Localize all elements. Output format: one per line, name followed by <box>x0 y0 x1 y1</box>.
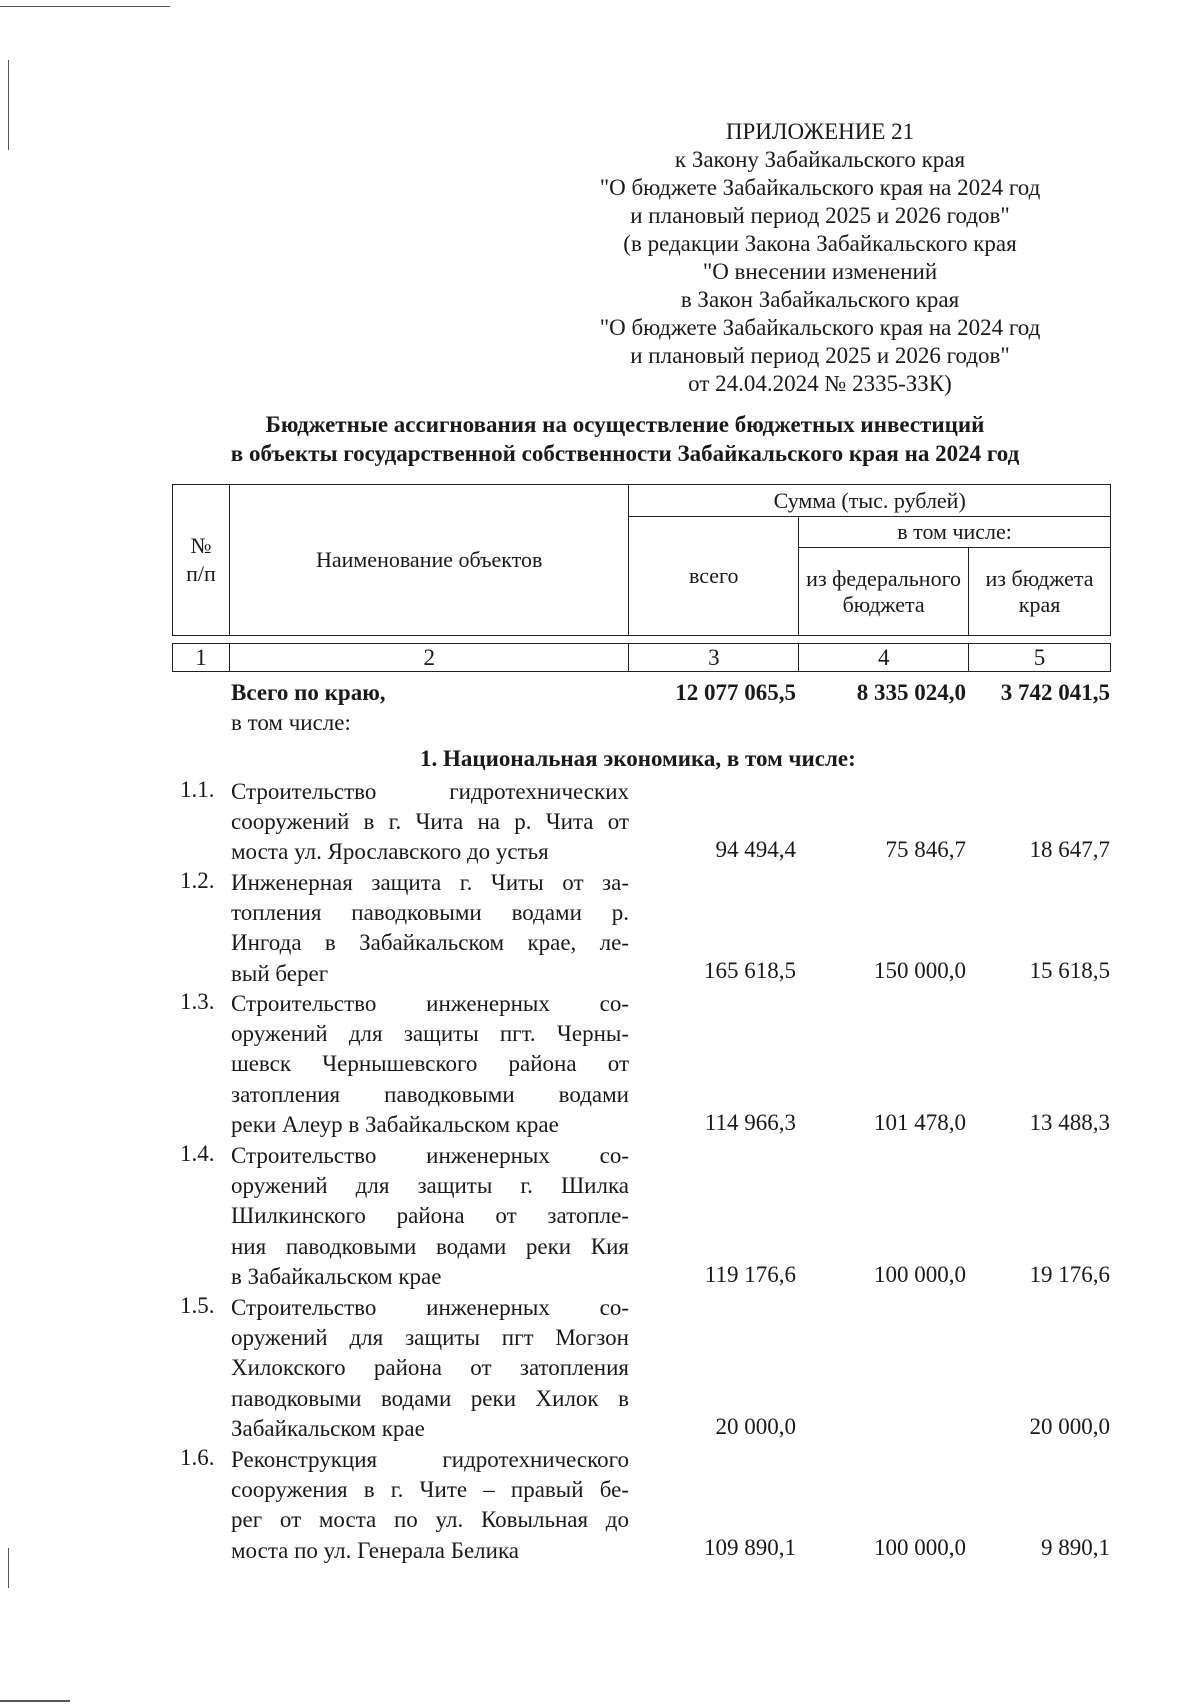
row-index: 1.1. <box>180 777 215 802</box>
row-total: 109 890,1 <box>704 1535 796 1560</box>
row-description-line: сооружения в г. Чите – правый бе- <box>231 1477 629 1503</box>
title-line-2: в объекты государственной собственности Забайкальского края на 2024 год <box>230 441 1020 466</box>
document-title <box>150 410 1100 468</box>
row-total: 94 494,4 <box>715 837 796 862</box>
totals-including: в том числе: <box>231 710 351 735</box>
row-regional: 20 000,0 <box>1029 1414 1110 1439</box>
row-description-line: Строительство инженерных со- <box>231 991 629 1016</box>
row-description <box>231 777 629 868</box>
appendix-line: в Закон Забайкальского края <box>680 287 960 312</box>
row-description-line: ния паводковыми водами реки Кия <box>231 1233 629 1259</box>
appendix-line: (в редакции Закона Забайкальского края <box>623 231 1017 256</box>
row-description-line: Инженерная защита г. Читы от за- <box>231 870 629 895</box>
row-total: 165 618,5 <box>704 958 796 983</box>
row-description-line: Строительство инженерных со- <box>231 1295 629 1320</box>
row-description-line: моста ул. Ярославского до устья <box>231 839 549 865</box>
header-col-sum: Сумма (тыс. рублей) <box>629 485 1111 517</box>
column-number-row <box>172 643 1111 672</box>
row-index: 1.6. <box>180 1445 215 1470</box>
row-federal: 75 846,7 <box>885 837 966 862</box>
row-regional: 19 176,6 <box>1029 1262 1110 1287</box>
header-col-federal: из федерального бюджета <box>799 548 969 636</box>
row-description-line: реки Алеур в Забайкальском крае <box>231 1111 559 1137</box>
column-number: 2 <box>229 644 629 672</box>
row-regional: 18 647,7 <box>1029 837 1110 862</box>
row-description-line: оружений для защиты пгт. Черны- <box>231 1021 629 1047</box>
row-description <box>231 868 629 989</box>
row-regional: 15 618,5 <box>1029 958 1110 983</box>
row-total: 114 966,3 <box>704 1110 796 1135</box>
row-description-line: Шилкинского района от затопле- <box>231 1203 629 1229</box>
row-description-line: Забайкальском крае <box>231 1415 425 1441</box>
row-regional: 9 890,1 <box>1041 1535 1110 1560</box>
scan-edge-mark <box>0 1700 70 1702</box>
row-index: 1.4. <box>180 1141 215 1166</box>
row-description <box>231 1445 629 1566</box>
row-description-line: Реконструкция гидротехнического <box>231 1447 629 1472</box>
appendix-line: "О бюджете Забайкальского края на 2024 год <box>599 315 1041 340</box>
section-heading: 1. Национальная экономика, в том числе: <box>420 746 856 771</box>
appendix-line: и плановый период 2025 и 2026 годов" <box>630 203 1010 228</box>
scan-edge-mark <box>8 1548 9 1588</box>
row-description-line: оружений для защиты пгт Могзон <box>231 1325 629 1351</box>
row-description-line: рег от моста по ул. Ковыльная до <box>231 1507 629 1533</box>
scan-edge-mark <box>8 60 9 150</box>
totals-label: Всего по краю, <box>231 680 386 705</box>
row-index: 1.2. <box>180 868 215 893</box>
title-line-1: Бюджетные ассигнования на осуществление бюджетных инвестиций <box>265 412 985 437</box>
table-header <box>172 484 1111 636</box>
row-description-line: Хилокского района от затопления <box>231 1355 629 1381</box>
row-description-line: топления паводковыми водами р. <box>231 900 629 926</box>
row-federal: 100 000,0 <box>874 1535 966 1560</box>
row-description-line: Строительство инженерных со- <box>231 1143 629 1168</box>
appendix-header <box>560 118 1080 398</box>
column-number: 4 <box>799 644 969 672</box>
row-description-line: вый берег <box>231 960 329 986</box>
appendix-line: "О внесении изменений <box>702 259 938 284</box>
appendix-line: "О бюджете Забайкальского края на 2024 год <box>599 175 1041 200</box>
header-col-total: всего <box>629 517 799 636</box>
row-federal: 101 478,0 <box>874 1110 966 1135</box>
row-description-line: затопления паводковыми водами <box>231 1081 629 1107</box>
column-number: 1 <box>173 644 230 672</box>
row-description-line: Ингода в Забайкальском крае, ле- <box>231 930 629 956</box>
row-description-line: Строительство гидротехнических <box>231 779 629 804</box>
appendix-line: и плановый период 2025 и 2026 годов" <box>630 343 1010 368</box>
row-federal: 100 000,0 <box>874 1262 966 1287</box>
row-description <box>231 1293 629 1444</box>
header-col-including: в том числе: <box>799 517 1111 548</box>
row-total: 119 176,6 <box>704 1262 796 1287</box>
totals-federal: 8 335 024,0 <box>856 680 966 705</box>
row-description-line: сооружений в г. Чита на р. Чита от <box>231 809 629 835</box>
row-regional: 13 488,3 <box>1029 1110 1110 1135</box>
totals-regional: 3 742 041,5 <box>1000 680 1110 705</box>
header-col-number-label: № п/п <box>186 533 216 586</box>
appendix-line: к Закону Забайкальского края <box>674 147 966 172</box>
column-number: 5 <box>969 644 1111 672</box>
row-description <box>231 989 629 1140</box>
header-col-number <box>173 485 230 636</box>
row-description-line: паводковыми водами реки Хилок в <box>231 1385 629 1411</box>
row-description-line: шевск Чернышевского района от <box>231 1051 629 1077</box>
scan-edge-mark <box>0 6 170 7</box>
appendix-line: от 24.04.2024 № 2335-ЗЗК) <box>688 371 952 396</box>
header-col-name: Наименование объектов <box>229 485 628 636</box>
row-description-line: в Забайкальском крае <box>231 1263 442 1289</box>
row-description-line: оружений для защиты г. Шилка <box>231 1173 629 1199</box>
row-description-line: моста по ул. Генерала Белика <box>231 1537 520 1563</box>
row-description <box>231 1141 629 1292</box>
column-number: 3 <box>629 644 799 672</box>
totals-total: 12 077 065,5 <box>675 680 796 705</box>
row-index: 1.3. <box>180 989 215 1014</box>
row-federal: 150 000,0 <box>874 958 966 983</box>
row-index: 1.5. <box>180 1293 215 1318</box>
appendix-line: ПРИЛОЖЕНИЕ 21 <box>725 119 915 144</box>
header-col-regional: из бюджета края <box>969 548 1111 636</box>
row-total: 20 000,0 <box>715 1414 796 1439</box>
